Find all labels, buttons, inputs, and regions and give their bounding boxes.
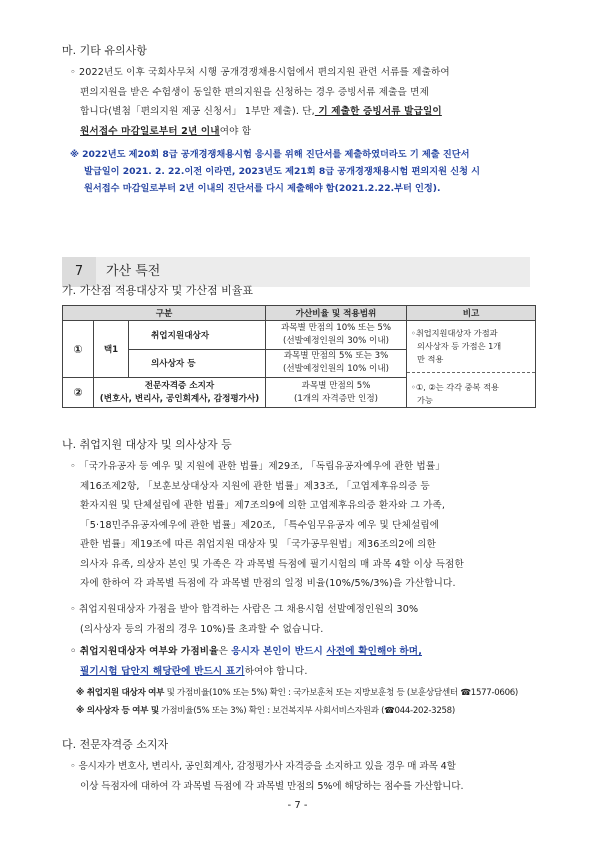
text-line: 편의지원을 받은 수험생이 동일한 편의지원을 신청하는 경우 증빙서류 제출을 면제	[80, 86, 429, 98]
rate-line: 과목별 만점의 5% 또는 3%	[283, 351, 389, 362]
emphasis-text: 응시자 본인이 반드시	[231, 646, 327, 657]
text-line	[70, 642, 540, 662]
section-na-paragraph-1	[70, 457, 540, 594]
note-text: 및 가점비율(10% 또는 5%) 확인 : 국가보훈처 또는 지방보훈청 등 (보훈상담센터 ☎1577-0606)	[164, 688, 518, 698]
text-line	[70, 102, 540, 122]
row-number: ②	[63, 378, 94, 408]
table-header: 비고	[407, 306, 536, 321]
rate-line: 과목별 만점의 10% 또는 5%	[280, 322, 392, 333]
remark-line: 의사상자 등 가점은 1개	[417, 341, 502, 351]
section-na-notes	[76, 684, 546, 720]
table-header: 구분	[63, 306, 266, 321]
text-line: 관한 법률」제19조에 따른 취업지원 대상자 및 「국가공무원법」제36조의2에 의한	[80, 539, 437, 550]
rate-line: 과목별 만점의 5%	[301, 380, 371, 391]
note-text: 가점비율(5% 또는 3%) 확인 : 보건복지부 사회서비스자원과 (☎044-202-3258)	[158, 706, 455, 716]
label-line: (변호사, 변리사, 공인회계사, 감정평가사)	[99, 393, 260, 404]
rate-line: (선발예정인원의 30% 이내)	[283, 335, 389, 346]
text-line: 이상 득점자에 대하여 각 과목별 득점에 각 과목별 만점의 5%에 해당하는 점수를 가산합니다.	[80, 780, 464, 792]
section-heading-ma: 마. 기타 유의사항	[62, 44, 147, 57]
note-line: 원서접수 마감일로부터 2년 이내의 진단서를 다시 제출해야 함(2021.2.22.부터 인정).	[84, 183, 441, 194]
text-line: ◦ 취업지원대상자 가점을 받아 합격하는 사람은 그 채용시험 선발예정인원의 30%	[70, 604, 419, 615]
table-header-row	[63, 306, 536, 321]
section-number: 7	[62, 257, 96, 287]
remark-line: ◦취업지원대상자 가점과	[411, 328, 498, 338]
row-group: 택1	[94, 321, 129, 378]
text-line: ◦ 2022년도 이후 국회사무처 시행 공개경쟁채용시험에서 편의지원 관련 서류를 제출하여	[70, 67, 450, 78]
remark-line: 만 적용	[417, 354, 444, 364]
row-rate	[266, 321, 407, 350]
section-heading-da: 다. 전문자격증 소지자	[62, 738, 169, 751]
emphasis-text: 필기시험 답안지 해당란에 반드시 표기	[80, 665, 245, 677]
text-span: 하여야 합니다.	[244, 665, 308, 677]
note-bold: ※ 의사상자 등 여부 및	[76, 706, 159, 716]
text-line: 환자지원 및 단체설립에 관한 법률」제7조의9에 의한 고엽제후유의증 환자와 그 가족,	[80, 500, 446, 511]
text-line: 「5·18민주유공자예우에 관한 법률」제20조, 「특수임무유공자 예우 및 단체설립에	[80, 519, 440, 531]
section-na-paragraph-2	[70, 600, 540, 639]
text-span: ◦ 취업지원대상자 여부와 가점비율	[70, 646, 219, 657]
page-number: - 7 -	[287, 800, 308, 811]
label-line: 전문자격증 소지자	[144, 380, 215, 391]
remark-line: ◦①, ②는 각각 중복 적용	[411, 382, 499, 392]
text-line: 의사자 유족, 의상자 본인 및 가족은 각 과목별 득점에 필기시험의 매 과목 4할 이상 득점한	[80, 558, 464, 570]
note-line	[76, 702, 546, 720]
remark-line: 가능	[417, 395, 433, 405]
row-label: 의사상자 등	[129, 349, 266, 378]
section-ma-paragraph	[70, 63, 540, 141]
rate-line: (선발예정인원의 10% 이내)	[283, 364, 389, 375]
section-title: 가산 특전	[106, 264, 161, 279]
row-rate	[266, 349, 407, 378]
text-line: ◦ 응시자가 변호사, 변리사, 공인회계사, 감정평가사 자격증을 소지하고 있을 경우 매 과목 4할	[70, 761, 456, 772]
row-label	[94, 378, 266, 408]
text-line: ◦ 「국가유공자 등 예우 및 지원에 관한 법률」제29조, 「독립유공자예우에 관한 법률」	[70, 461, 446, 472]
section-heading-na: 나. 취업지원 대상자 및 의사상자 등	[62, 438, 232, 451]
remarks-cell	[407, 321, 536, 408]
text-span: 합니다(별첨「편의지원 제공 신청서」 1부만 제출). 단,	[80, 106, 315, 117]
table-row	[63, 321, 536, 350]
row-rate	[266, 378, 407, 408]
text-line: 제16조제2항, 「보훈보상대상자 지원에 관한 법률」제33조, 「고엽제후유의증 등	[80, 480, 430, 492]
note-line: 발급일이 2021. 2. 22.이전 이라면, 2023년도 제21회 8급 공개경쟁채용시험 편의지원 신청 시	[84, 166, 481, 177]
text-line: 자에 한하여 각 과목별 득점에 각 과목별 만점의 일정 비율(10%/5%/3%)을 가산합니다.	[80, 578, 456, 589]
section-na-paragraph-3	[70, 642, 540, 681]
note-bold: ※ 취업지원 대상자 여부	[76, 688, 165, 698]
text-line: (의사상자 등의 가점의 경우 10%)를 초과할 수 없습니다.	[80, 623, 324, 635]
row-number: ①	[63, 321, 94, 378]
emphasis-text: 사전에 확인해야 하며,	[326, 646, 423, 657]
text-span: 여야 함	[219, 125, 252, 137]
emphasis-text: 기 제출한 증빙서류 발급일이	[314, 106, 442, 117]
text-line	[70, 662, 540, 682]
note-line: ※ 2022년도 제20회 8급 공개경쟁채용시험 응시를 위해 진단서를 제출하였더라도 기 제출 진단서	[70, 149, 470, 160]
table-header: 가산비율 및 적용범위	[266, 306, 407, 321]
text-line	[70, 122, 540, 142]
section-heading-ga: 가. 가산점 적용대상자 및 가산점 비율표	[62, 284, 253, 297]
row-label: 취업지원대상자	[129, 321, 266, 350]
section-ma-note	[70, 146, 540, 197]
note-line	[76, 684, 546, 702]
bonus-rate-table	[62, 305, 536, 408]
text-span: 은	[218, 646, 232, 657]
section-da-paragraph	[70, 757, 540, 796]
emphasis-text: 원서접수 마감일로부터 2년 이내	[80, 125, 220, 137]
rate-line: (1개의 자격증만 인정)	[293, 393, 379, 404]
